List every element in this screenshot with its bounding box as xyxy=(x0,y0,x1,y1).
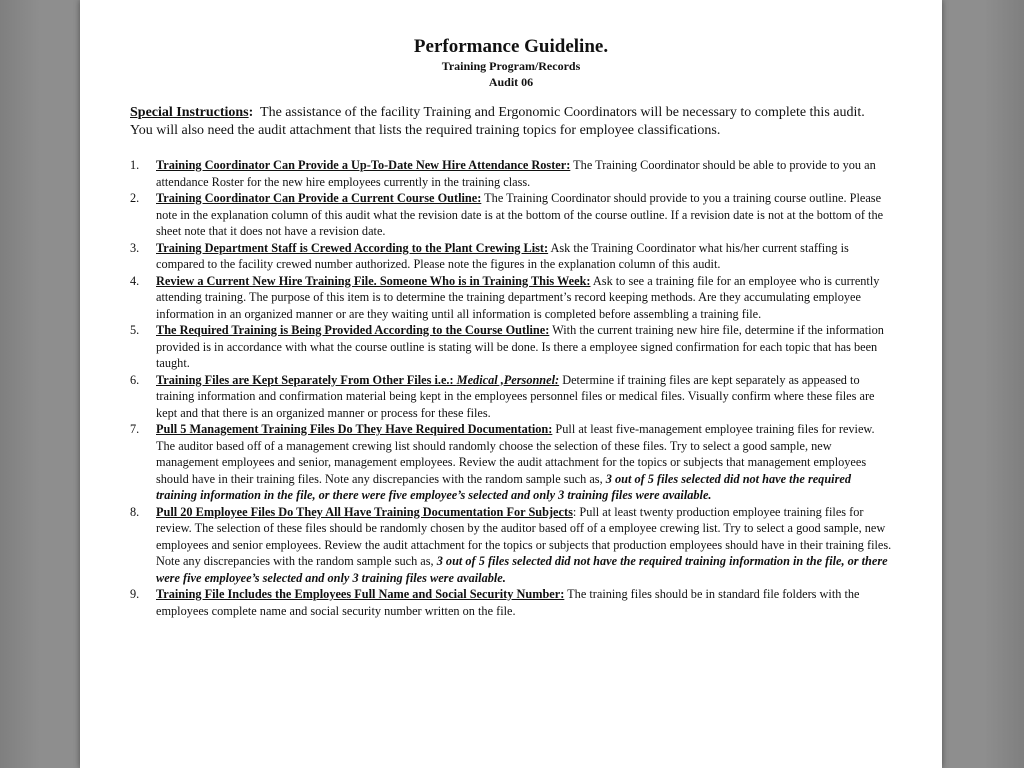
item-body: Ask to see a training file for an employee who is currently attending training. The purpose of this item is to determine the training department’s record keeping methods. Are they accumulating employee information in an organized manner or are they waiting until all information is completed before assembling a training file. xyxy=(156,273,880,321)
document-subtitle: Training Program/Records xyxy=(441,59,581,73)
special-instructions-label: Special Instructions xyxy=(130,105,249,120)
item-heading: Pull 20 Employee Files Do They All Have Training Documentation For Subjects xyxy=(156,504,573,519)
audit-item xyxy=(130,421,892,504)
item-heading: Training Files are Kept Separately From Other Files i.e.: xyxy=(156,372,457,387)
item-body: The Training Coordinator should provide to you a training course outline. Please note in the explanation column of this audit what the revision date is at the bottom of the course outline. If a revision date is not at the bottom of the sheet note that it does not have a revision date. xyxy=(156,191,884,238)
special-instructions-text: The assistance of the facility Training and Ergonomic Coordinators will be necessary to complete this audit. You will also need the audit attachment that lists the required training topics for employee classifications. xyxy=(130,105,872,138)
item-emphasis: 3 out of 5 files selected did not have the required training information in the file, or there were five employee’s selected and only 3 training files were available. xyxy=(156,554,888,585)
item-number: 7. xyxy=(130,422,140,436)
audit-item xyxy=(130,504,892,587)
audit-items-list xyxy=(130,157,892,619)
special-instructions-colon: : xyxy=(248,105,254,120)
item-number: 9. xyxy=(130,587,140,601)
item-heading: Review a Current New Hire Training File. Someone Who is in Training This Week: xyxy=(156,273,591,288)
item-body: : Pull at least twenty production employee training files for review. The selection of these files should be randomly chosen by the auditor based off of a employee crewing list. Try to select a good sample, new employees and senior employees. Review the audit attachment for the topics or subjects that production employees should have in their training files. Note any discrepancies with the random sample such as, xyxy=(156,504,892,568)
item-number: 6. xyxy=(130,372,140,387)
item-number: 5. xyxy=(130,323,140,337)
document-header xyxy=(80,36,942,90)
special-instructions xyxy=(130,104,890,140)
item-body: Determine if training files are kept separately as appeased to training information and confirmation material being kept in the employees personnel files or medical files. Visually confirm where these files are kept and that there is an organized manner or process for these files. xyxy=(156,372,875,420)
document-page xyxy=(80,0,942,768)
item-number: 2. xyxy=(130,191,140,205)
audit-number: Audit 06 xyxy=(488,75,534,89)
item-body: Pull at least five-management employee training files for review. The auditor based off of a management crewing list should randomly choose the selection of these files. Try to select a good sample, new management employees and senior, management employees. Review the audit attachment for the topics or subjects that management employees should have in their training files. Note any discrepancies with the random sample such as, xyxy=(156,422,875,486)
audit-item xyxy=(130,240,892,273)
item-body: Ask the Training Coordinator what his/her current staffing is compared to the facility crewed number authorized. Please note the figures in the explanation column of this audit. xyxy=(156,240,849,271)
item-body: With the current training new hire file, determine if the information provided is in accordance with what the course outline is stating will be done. Is there a employee signed confirmation for each topic that has been taught. xyxy=(156,323,884,370)
item-number: 8. xyxy=(130,504,140,519)
audit-item xyxy=(130,372,892,422)
item-heading: Training Department Staff is Crewed According to the Plant Crewing List: xyxy=(156,240,549,255)
item-emphasis: 3 out of 5 files selected did not have the required training information in the file, or there were five employee’s selected and only 3 training files were available. xyxy=(156,471,851,502)
item-number: 3. xyxy=(130,240,140,255)
item-heading-italic: Medical ,Personnel: xyxy=(456,372,560,387)
item-number: 4. xyxy=(130,273,140,288)
document-title: Performance Guideline. xyxy=(413,36,609,57)
item-body: The training files should be in standard file folders with the employees complete name and social security number written on the file. xyxy=(156,587,860,618)
item-heading: Training Coordinator Can Provide a Up-To-Date New Hire Attendance Roster: xyxy=(156,158,571,172)
item-number: 1. xyxy=(130,158,140,172)
item-heading: Training Coordinator Can Provide a Current Course Outline: xyxy=(156,191,482,205)
item-heading: Training File Includes the Employees Full Name and Social Security Number: xyxy=(156,587,565,601)
audit-item xyxy=(130,586,892,619)
item-heading: Pull 5 Management Training Files Do They Have Required Documentation: xyxy=(156,422,553,436)
audit-item xyxy=(130,273,892,323)
item-heading: The Required Training is Being Provided According to the Course Outline: xyxy=(156,323,550,337)
audit-item xyxy=(130,157,892,190)
audit-item xyxy=(130,190,892,240)
item-body: The Training Coordinator should be able to provide to you an attendance Roster for the new hire employees currently in the training class. xyxy=(156,158,876,189)
audit-item xyxy=(130,322,892,372)
